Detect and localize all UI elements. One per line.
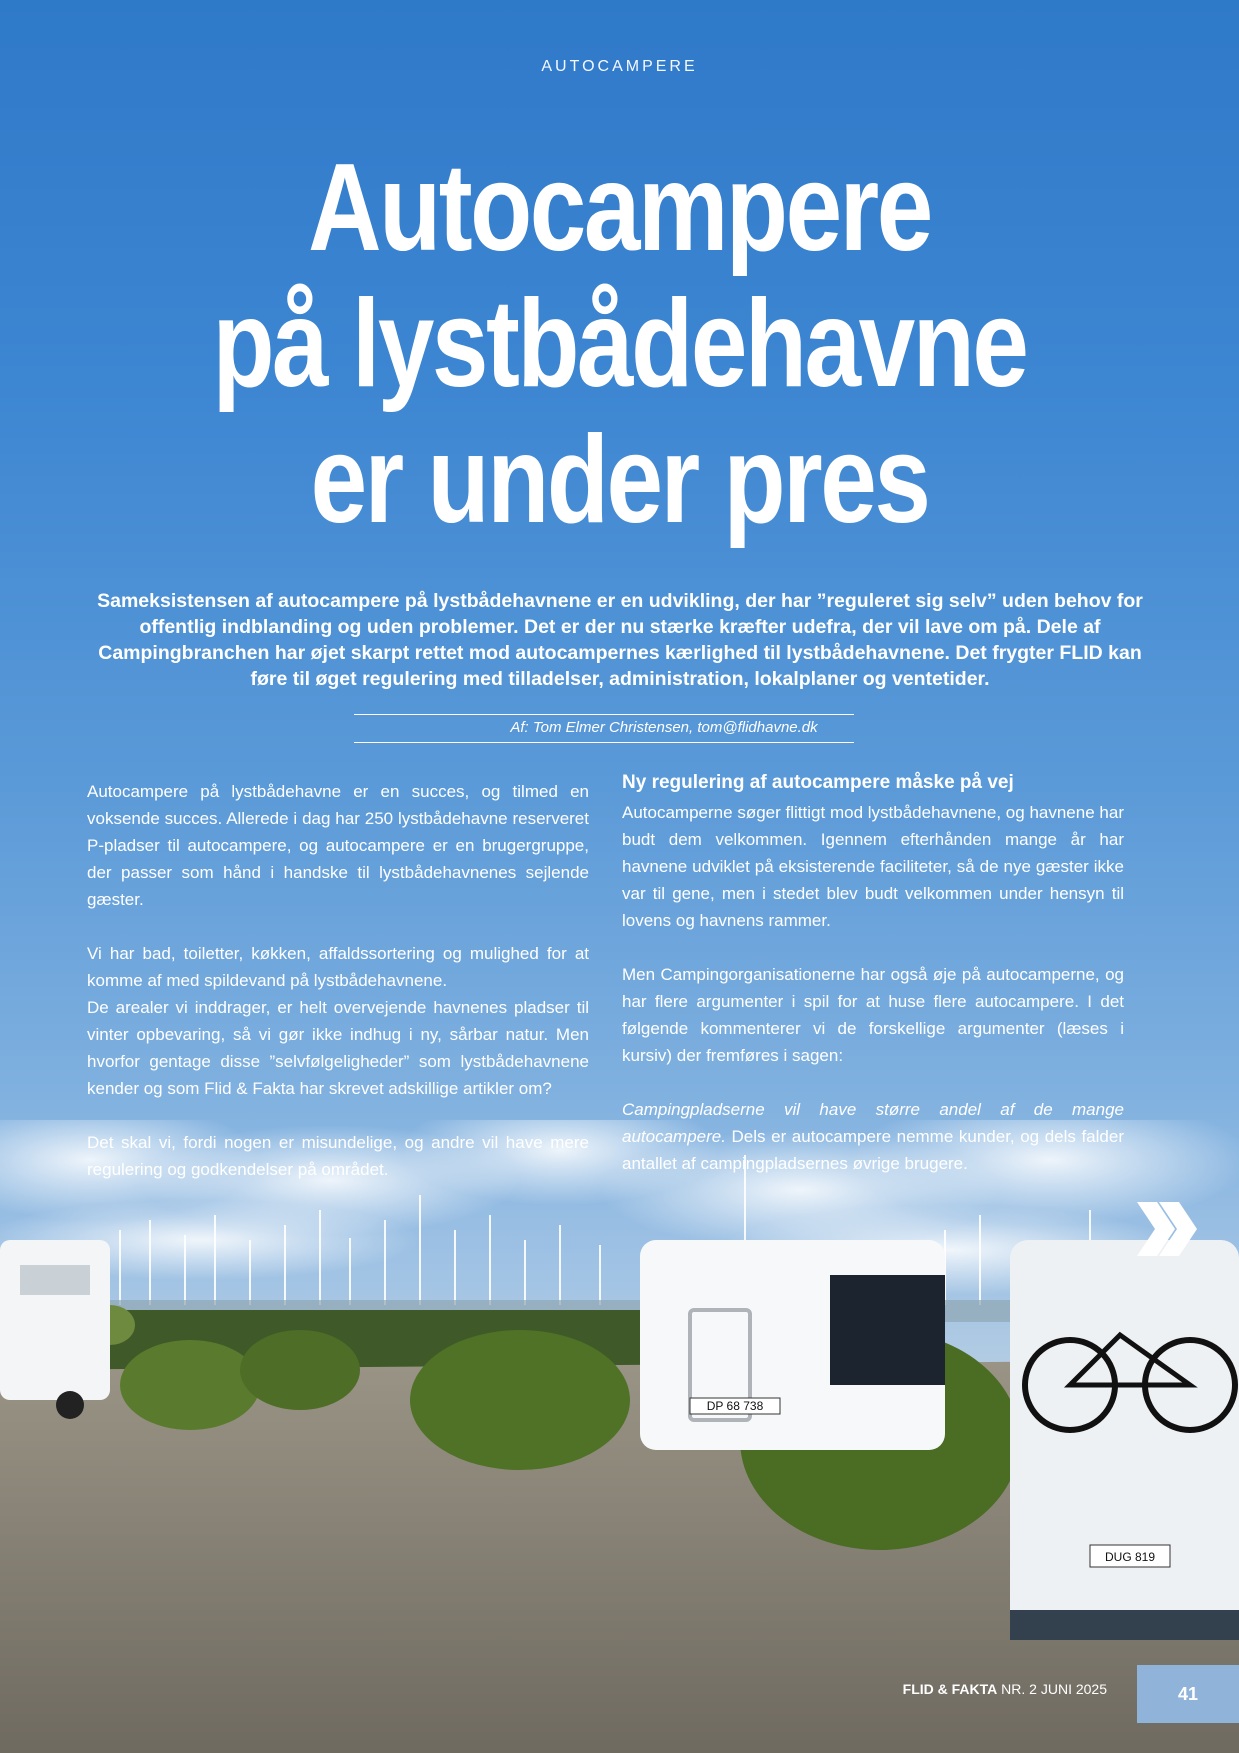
headline-line-1: Autocampere [308,139,931,277]
double-chevron-right-icon [1135,1200,1199,1258]
headline [161,140,1079,548]
headline-line-2: på lystbådehavne [212,275,1027,413]
subheading: Ny regulering af autocampere måske på vej [622,772,1014,793]
body-paragraph: Autocampere på lystbådehavne er en succes, og tilmed en voksende succes. Allerede i dag har 250 lystbådehavne reserveret P-pladser til autocampere, og autocampere er en brugergruppe, der passer som hånd i handske til lystbådehavnenes sejlende gæster. [87,782,589,909]
body-paragraph: Det skal vi, fordi nogen er misundelige, og andre vil have mere regulering og godkendelser på området. [87,1133,589,1179]
harbor-photo [0,1120,1239,1753]
section-label: AUTOCAMPERE [541,58,698,75]
issue-info: NR. 2 JUNI 2025 [997,1681,1107,1697]
body-paragraph: Men Campingorganisationerne har også øje på autocamperne, og har flere argumenter i spil for at huse flere autocampere. I det følgende kommenterer vi de forskellige argumenter (læses i kursiv) der fremføres i sagen: [622,965,1124,1065]
license-plate-center: DP 68 738 [706,1399,764,1413]
body-paragraph: Vi har bad, toiletter, køkken, affaldssortering og mulighed for at komme af med spildevand på lystbådehavnene. [87,944,589,990]
body-paragraph: Autocamperne søger flittigt mod lystbådehavnene, og havnene har budt dem velkommen. Igennem efterhånden mange år har havnene udviklet på eksisterende faciliteter, så de nye gæster ikke var til gene, men i stedet blev budt velkommen under hensyn til lovens og havnens rammer. [622,803,1124,930]
byline-rule [354,714,854,743]
body-paragraph [622,1096,1124,1177]
magazine-name: FLID & FAKTA [902,1681,998,1697]
body-paragraph: De arealer vi inddrager, er helt overvejende havnenes pladser til vinter opbevaring, så vi gør ikke indhug i ny, sårbar natur. Men hvorfor gentage disse ”selvfølgeligheder” som lystbådehavnene kender og som Flid & Fakta har skrevet adskillige artikler om? [87,998,589,1098]
left-column [87,778,589,1210]
byline: Af: Tom Elmer Christensen, tom@flidhavne.dk [510,719,818,736]
lead-paragraph: Sameksistensen af autocampere på lystbådehavnene er en udvikling, der har ”reguleret sig selv” uden behov for offentlig indblanding og uden problemer. Det er der nu stærke kræfter udefra, der vil lave om på. Dele af Campingbranchen har øjet skarpt rettet mod autocampernes kærlighed til lystbådehavnene. Det frygter FLID kan føre til øget regulering med tilladelser, administration, lokalplaner og ventetider. [97,590,1143,690]
license-plate-right: DUG 819 [1104,1550,1156,1564]
footer-issue [903,1681,1107,1697]
argument-comment: Dels er autocampere nemme kunder, og dels falder antallet af campingpladsernes øvrige brugere. [622,1127,1124,1173]
headline-line-3: er under pres [310,411,929,549]
italic-argument: Campingpladserne vil have større andel af de mange autocampere. [622,1100,1124,1146]
right-column [622,770,1124,1204]
page-number: 41 [1137,1665,1239,1723]
